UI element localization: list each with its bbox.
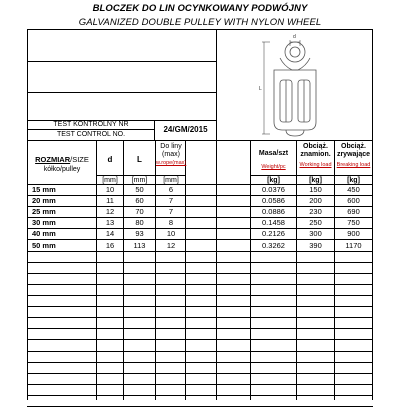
mass-header: Masa/szt Weight/pc	[258, 150, 289, 170]
d-unit: [mm]	[102, 177, 118, 184]
mass-cell: 0.3262	[262, 240, 285, 250]
size-cell: 30 mm	[32, 218, 56, 228]
load-cell: 300	[309, 229, 322, 239]
d-header: d	[107, 155, 113, 164]
row-divider	[27, 384, 373, 385]
row-divider	[27, 339, 373, 340]
row-divider	[27, 395, 373, 396]
d-cell: 16	[105, 240, 115, 250]
test-label-pl: TEST KONTROLNY NR	[53, 121, 129, 128]
load-cell: 230	[309, 207, 322, 217]
break-unit: [kg]	[347, 177, 360, 184]
size-cell: 50 mm	[32, 240, 56, 250]
load-header: Obciąż. znamion. Working load	[299, 143, 332, 168]
break-cell: 750	[347, 218, 360, 228]
mass-unit: [kg]	[267, 177, 280, 184]
double-pulley-drawing	[240, 30, 360, 138]
dim-d-label: d	[293, 34, 296, 40]
rope-cell: 12	[166, 240, 176, 250]
L-cell: 70	[135, 207, 144, 217]
break-cell: 690	[347, 207, 360, 217]
rope-cell: 10	[166, 229, 176, 239]
L-header: L	[137, 155, 142, 164]
size-cell: 40 mm	[32, 229, 56, 239]
row-divider	[27, 295, 373, 296]
L-unit: [mm]	[131, 177, 148, 184]
break-cell: 900	[347, 229, 360, 239]
size-header: ROZMIAR/SIZE	[35, 155, 89, 164]
size-cell: 25 mm	[32, 207, 56, 217]
size-cell: 20 mm	[32, 196, 56, 206]
rope-unit: [mm]	[163, 177, 179, 184]
break-cell: 1170	[345, 240, 362, 250]
row-divider	[27, 351, 373, 352]
row-divider	[27, 362, 373, 363]
size-cell: 15 mm	[32, 185, 56, 194]
break-cell: 450	[347, 185, 360, 194]
d-cell: 12	[105, 207, 115, 217]
row-divider	[27, 317, 373, 318]
dim-L-label: L	[259, 86, 262, 92]
rope-header: Do liny (max) w.rope(max)	[156, 143, 187, 166]
d-cell: 13	[105, 218, 115, 228]
mass-cell: 0.2126	[262, 229, 285, 239]
row-divider	[27, 273, 373, 274]
L-cell: 113	[133, 240, 146, 250]
d-cell: 11	[106, 196, 114, 206]
load-cell: 250	[309, 218, 322, 228]
row-divider	[27, 239, 373, 240]
L-cell: 50	[135, 185, 144, 194]
row-divider	[27, 262, 373, 263]
rope-cell: 7	[168, 207, 174, 217]
mass-cell: 0.0376	[262, 185, 285, 194]
load-cell: 390	[309, 240, 322, 250]
size-subheader: kółko/pulley	[43, 166, 81, 173]
rope-cell: 8	[168, 218, 174, 228]
document-subtitle: GALVANIZED DOUBLE PULLEY WITH NYLON WHEEL	[78, 17, 322, 28]
mass-cell: 0.0586	[262, 196, 285, 206]
break-cell: 600	[347, 196, 360, 206]
L-cell: 93	[135, 229, 144, 239]
load-cell: 200	[309, 196, 322, 206]
test-label-en: TEST CONTROL NO.	[56, 131, 126, 138]
row-divider	[27, 373, 373, 374]
break-header: Obciąż. zrywające Breaking load	[336, 143, 371, 168]
rope-cell: 7	[168, 196, 174, 206]
test-number: 24/GM/2015	[163, 125, 208, 134]
L-cell: 60	[135, 196, 144, 206]
d-cell: 14	[105, 229, 115, 239]
mass-cell: 0.1458	[262, 218, 285, 228]
row-divider	[27, 284, 373, 285]
mass-cell: 0.0886	[262, 207, 285, 217]
load-unit: [kg]	[309, 177, 322, 184]
L-cell: 80	[135, 218, 144, 228]
row-divider	[27, 251, 373, 252]
d-cell: 10	[105, 185, 115, 194]
document-title: BLOCZEK DO LIN OCYNKOWANY PODWÓJNY	[92, 3, 308, 14]
rope-cell: 6	[168, 185, 174, 194]
load-cell: 150	[309, 185, 322, 194]
row-divider	[27, 328, 373, 329]
row-divider	[27, 306, 373, 307]
